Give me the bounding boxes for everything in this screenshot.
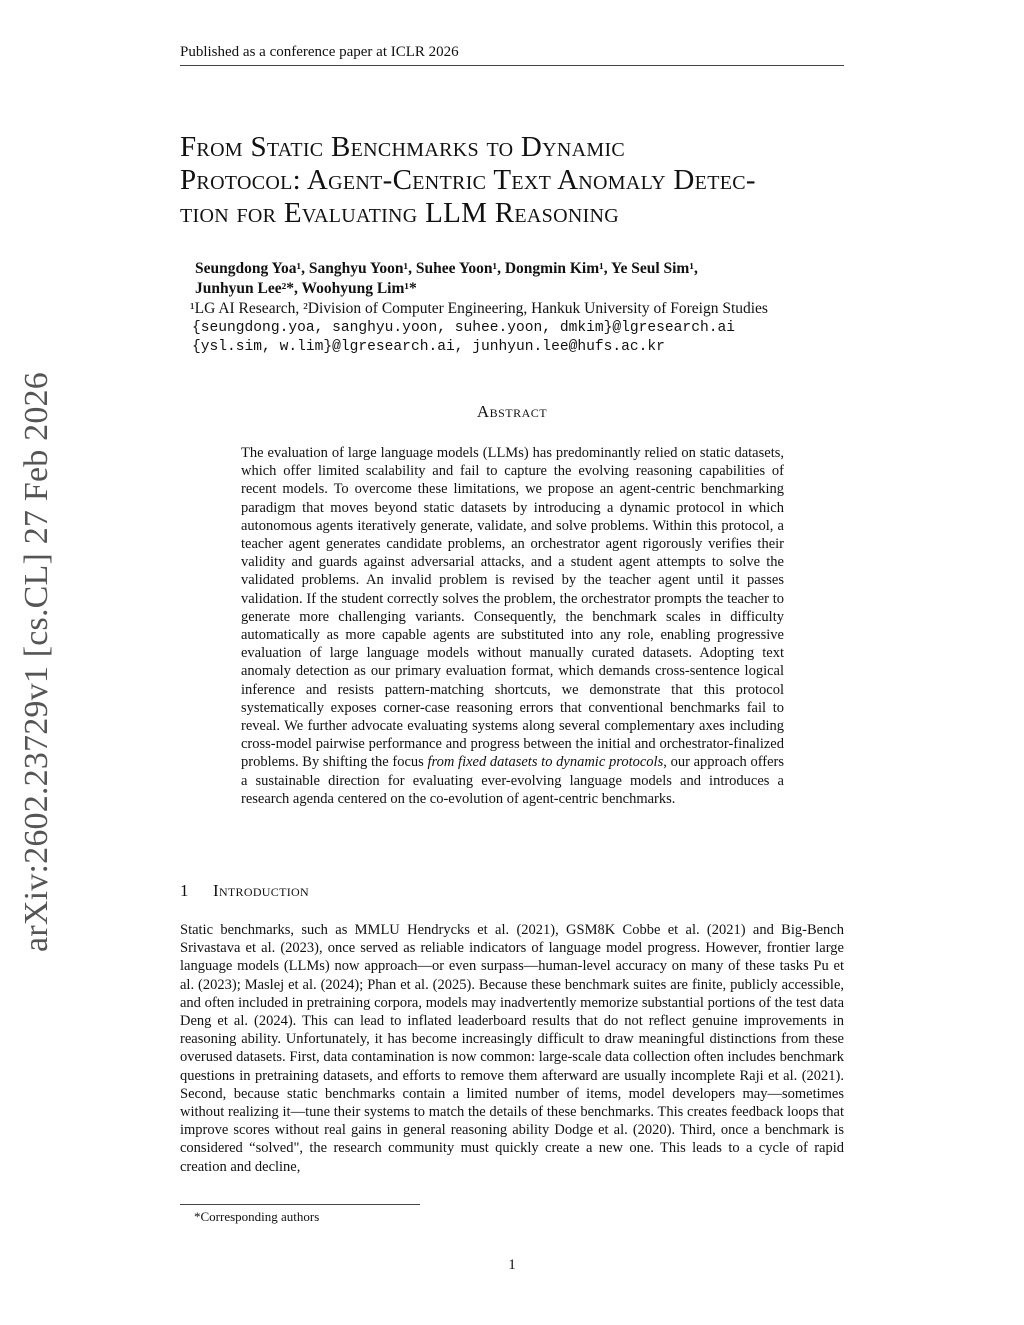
footnote-rule	[180, 1204, 420, 1205]
title-line-3: tion for Evaluating LLM Reasoning	[180, 197, 620, 229]
footnote: *Corresponding authors	[194, 1209, 320, 1224]
abstract-text-italic: from fixed datasets to dynamic protocols	[427, 754, 664, 771]
section-title: Introduction	[213, 881, 309, 900]
emails-line-1: {seungdong.yoa, sanghyu.yoon, suhee.yoon, dmkim}@lgresearch.ai	[192, 320, 735, 336]
arxiv-stamp: arXiv:2602.23729v1 [cs.CL] 27 Feb 2026	[18, 372, 55, 952]
affiliations: ¹LG AI Research, ²Division of Computer Engineering, Hankuk University of Foreign Studies	[190, 300, 768, 317]
author-emails	[192, 319, 735, 357]
author-list	[195, 259, 835, 299]
abstract-text-1: The evaluation of large language models (LLMs) has predominantly relied on static datasets, which offer limited scalability and fail to capture the evolving reasoning capabilities of recent models. To overcome these limitations, we propose an agent-centric benchmarking paradigm that moves beyond static datasets by introducing a dynamic protocol in which autonomous agents iteratively generate, validate, and solve problems. Within this protocol, a teacher agent generates candidate problems, an orchestrator agent rigorously verifies their validity and guards against adversarial attacks, and a student agent attempts to solve the validated problems. An invalid problem is revised by the teacher agent until it passes validation. If the student correctly solves the problem, the orchestrator prompts the teacher to generate more challenging variants. Consequently, the benchmark scales in difficulty automatically as more capable agents are substituted into any role, enabling progressive evaluation of large language models without manually curated datasets. Adopting text anomaly detection as our primary evaluation format, which demands cross-sentence logical inference and resists pattern-matching shortcuts, we demonstrate that this protocol systematically exposes corner-case reasoning errors that conventional benchmarks fail to reveal. We further advocate evaluating systems along several complementary axes including cross-model pairwise performance and progress between the initial and orchestrator-finalized problems. By shifting the focus	[241, 445, 784, 771]
paper-title	[180, 131, 850, 230]
abstract-body	[241, 444, 784, 808]
page-number: 1	[508, 1257, 516, 1273]
running-header: Published as a conference paper at ICLR 2026	[180, 44, 844, 66]
section-number: 1	[180, 881, 189, 900]
title-line-2: Protocol: Agent-Centric Text Anomaly Detec-	[180, 164, 756, 196]
emails-line-2: {ysl.sim, w.lim}@lgresearch.ai, junhyun.lee@hufs.ac.kr	[192, 339, 665, 355]
title-line-1: From Static Benchmarks to Dynamic	[180, 131, 626, 163]
authors-line-1: Seungdong Yoa¹, Sanghyu Yoon¹, Suhee Yoon¹, Dongmin Kim¹, Ye Seul Sim¹,	[195, 260, 698, 277]
introduction-paragraph: Static benchmarks, such as MMLU Hendrycks et al. (2021), GSM8K Cobbe et al. (2021) and Big-Bench Srivastava et al. (2023), once served as reliable indicators of language model progress. However, frontier large language models (LLMs) now approach—or even surpass—human-level accuracy on many of these tasks Pu et al. (2023); Maslej et al. (2024); Phan et al. (2025). Because these benchmark suites are finite, publicly accessible, and often included in pretraining corpora, models may inadvertently memorize substantial portions of the test data Deng et al. (2024). This can lead to inflated leaderboard results that do not reflect genuine improvements in reasoning ability. Unfortunately, it has become increasingly difficult to draw meaningful distinctions from these overused datasets. First, data contamination is now common: large-scale data collection often includes benchmark questions in pretraining datasets, and efforts to remove them afterward are usually incomplete Raji et al. (2021). Second, because static benchmarks contain a limited number of items, model developers may—sometimes without realizing it—tune their systems to match the details of these benchmarks. This creates feedback loops that improve scores without real gains in general reasoning ability Dodge et al. (2020). Third, once a benchmark is considered “solved", the research community must quickly create a new one. This leads to a cycle of rapid creation and decline,	[180, 922, 844, 1175]
section-heading	[180, 881, 309, 901]
authors-line-2: Junhyun Lee²*, Woohyung Lim¹*	[195, 280, 417, 297]
abstract-text-2: , our approach offers a sustainable direction for evaluating ever-evolving language models and introduces a research agenda centered on the co-evolution of agent-centric benchmarks.	[241, 754, 784, 807]
abstract-heading: Abstract	[476, 402, 548, 421]
